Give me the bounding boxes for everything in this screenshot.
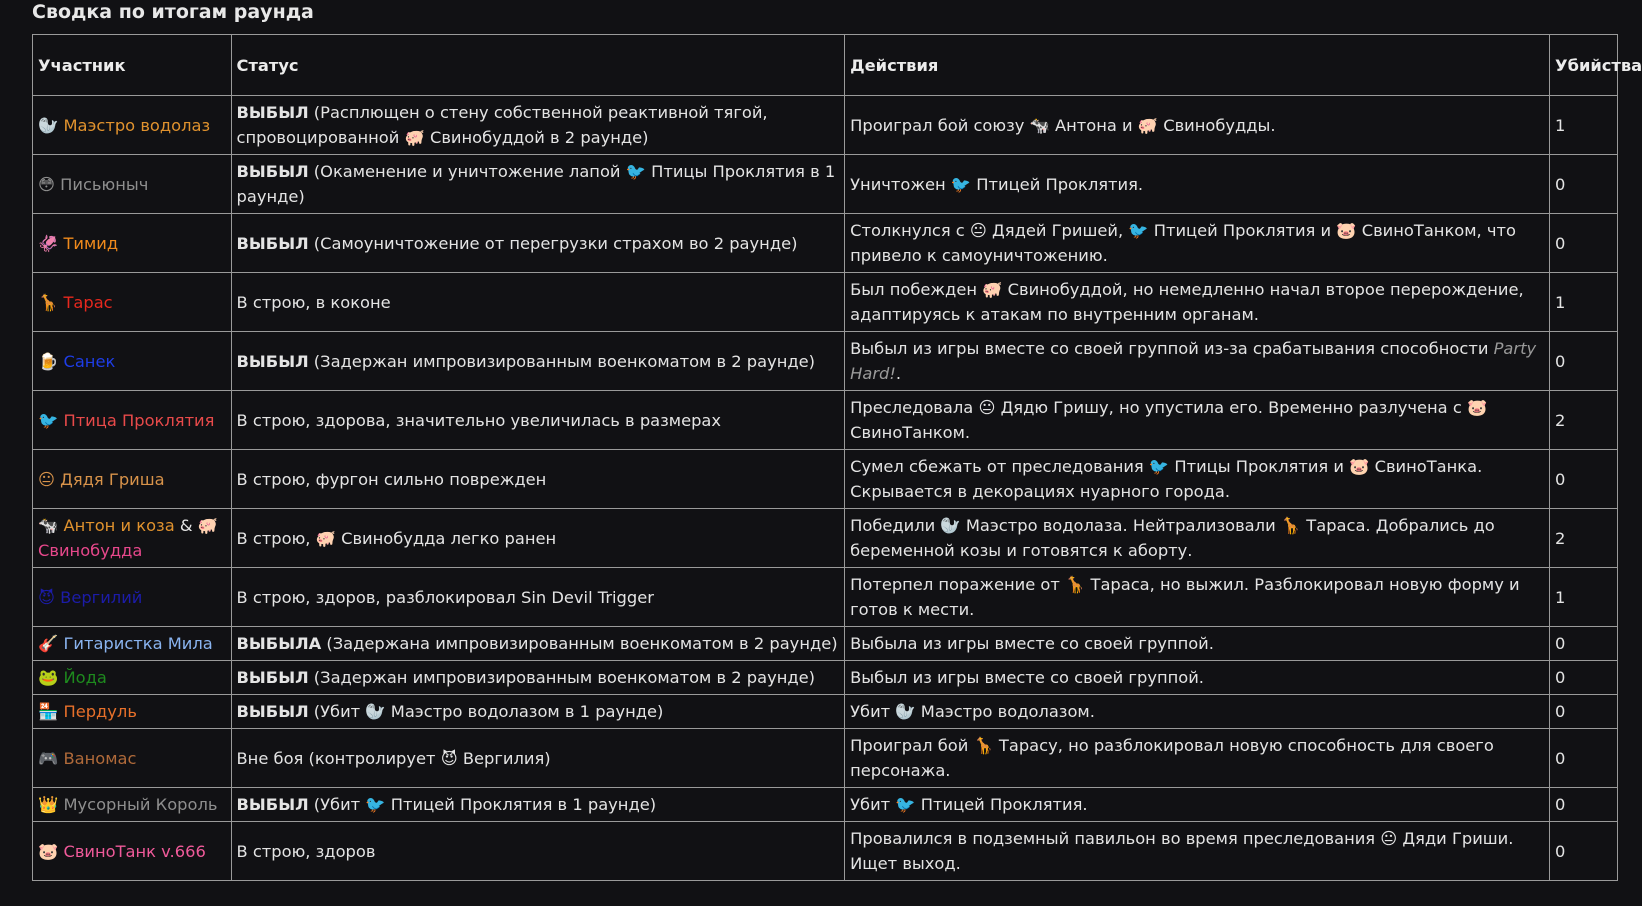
actions-cell xyxy=(845,214,1550,273)
participant-name: 🏪 Пердуль xyxy=(38,702,137,721)
actions-text: Был побежден 🐖 Свинобуддой, но немедленно начал второе перерождение, адаптируясь к атакам по внутренним органам. xyxy=(850,280,1524,324)
actions-cell xyxy=(845,695,1550,729)
participant-name: 😐 Дядя Гриша xyxy=(38,469,165,489)
actions-cell xyxy=(845,509,1550,568)
status-cell xyxy=(231,568,845,627)
participant-cell xyxy=(33,568,232,627)
page-title: Сводка по итогам раунда xyxy=(32,1,314,23)
actions-text: Убит 🐦 Птицей Проклятия. xyxy=(850,795,1088,814)
table-row xyxy=(33,450,1618,509)
actions-text: Провалился в подземный павильон во время преследования 😐 Дяди Гриши. Ищет выход. xyxy=(850,829,1514,873)
participant-name: 🎸 Гитаристка Мила xyxy=(38,634,213,653)
kills-cell: 0 xyxy=(1550,661,1618,695)
status-text: (Задержана импровизированным военкоматом в 2 раунде) xyxy=(321,634,838,653)
actions-cell xyxy=(845,450,1550,509)
kills-cell: 2 xyxy=(1550,509,1618,568)
participant-cell xyxy=(33,695,232,729)
table-row xyxy=(33,509,1618,568)
status-cell xyxy=(231,661,845,695)
scrollbar-corner xyxy=(1621,892,1635,906)
status-badge: ВЫБЫЛ xyxy=(236,795,309,814)
status-text: (Убит 🐦 Птицей Проклятия в 1 раунде) xyxy=(308,795,657,814)
header-status: Статус xyxy=(231,35,845,96)
status-text: В строю, 🐖 Свинобудда легко ранен xyxy=(236,528,557,548)
table-row xyxy=(33,661,1618,695)
ability-name: Party Hard! xyxy=(850,339,1537,383)
table-row xyxy=(33,627,1618,661)
status-text: В строю, здорова, значительно увеличилась в размерах xyxy=(236,410,722,430)
actions-cell xyxy=(845,332,1550,391)
participant-name-secondary: 🐖 Свинобудда xyxy=(38,516,219,560)
status-text: (Самоуничтожение от перегрузки страхом во 2 раунде) xyxy=(308,233,798,253)
actions-text: Уничтожен 🐦 Птицей Проклятия. xyxy=(850,174,1144,194)
actions-cell xyxy=(845,661,1550,695)
table-row xyxy=(33,695,1618,729)
actions-text: Проиграл бой союзу 🐄 Антона и 🐖 Свинобудды. xyxy=(850,115,1276,135)
kills-cell: 0 xyxy=(1550,729,1618,788)
actions-text: Выбыл из игры вместе со своей группой из-за срабатывания способности xyxy=(850,339,1494,358)
participant-name: 🎮 Ваномас xyxy=(38,748,137,768)
actions-cell xyxy=(845,96,1550,155)
table-row xyxy=(33,273,1618,332)
actions-text-tail: . xyxy=(895,364,902,383)
participant-cell xyxy=(33,273,232,332)
header-actions: Действия xyxy=(845,35,1550,96)
status-cell xyxy=(231,695,845,729)
status-text: Вне боя (контролирует 😈 Вергилия) xyxy=(236,748,551,768)
kills-cell: 0 xyxy=(1550,788,1618,822)
actions-cell xyxy=(845,155,1550,214)
status-cell xyxy=(231,627,845,661)
participant-ampersand: & xyxy=(174,516,198,535)
header-kills: Убийства xyxy=(1550,35,1618,96)
status-cell xyxy=(231,332,845,391)
kills-cell: 0 xyxy=(1550,627,1618,661)
actions-text: Проиграл бой 🦒 Тарасу, но разблокировал новую способность для своего персонажа. xyxy=(850,736,1494,780)
participant-cell xyxy=(33,450,232,509)
actions-text: Сумел сбежать от преследования 🐦 Птицы Проклятия и 🐷 СвиноТанка. Скрывается в декорациях нуарного города. xyxy=(850,457,1483,501)
kills-cell: 0 xyxy=(1550,450,1618,509)
participant-name: 🐄 Антон и коза xyxy=(38,516,175,535)
kills-cell: 1 xyxy=(1550,96,1618,155)
kills-cell: 1 xyxy=(1550,568,1618,627)
status-cell xyxy=(231,214,845,273)
participant-name: 🐦 Птица Проклятия xyxy=(38,410,215,430)
status-text: В строю, здоров xyxy=(236,841,376,861)
table-row xyxy=(33,332,1618,391)
status-badge: ВЫБЫЛ xyxy=(236,668,309,687)
status-badge: ВЫБЫЛ xyxy=(236,162,309,181)
actions-text: Столкнулся с 😐 Дядей Гришей, 🐦 Птицей Проклятия и 🐷 СвиноТанком, что привело к самоуничтожению. xyxy=(850,221,1516,265)
table-row xyxy=(33,788,1618,822)
status-cell xyxy=(231,788,845,822)
status-cell xyxy=(231,155,845,214)
status-text: (Окаменение и уничтожение лапой 🐦 Птицы Проклятия в 1 раунде) xyxy=(236,162,836,206)
status-cell xyxy=(231,450,845,509)
participant-name: 👑 Мусорный Король xyxy=(38,795,218,814)
status-cell xyxy=(231,822,845,881)
kills-cell: 0 xyxy=(1550,214,1618,273)
table-row xyxy=(33,729,1618,788)
table-row xyxy=(33,155,1618,214)
actions-cell xyxy=(845,822,1550,881)
table-row xyxy=(33,96,1618,155)
status-cell xyxy=(231,273,845,332)
status-badge: ВЫБЫЛ xyxy=(236,702,309,721)
status-badge: ВЫБЫЛ xyxy=(236,103,309,122)
participant-cell xyxy=(33,214,232,273)
status-text: (Задержан импровизированным военкоматом в 2 раунде) xyxy=(308,351,816,371)
table-row xyxy=(33,214,1618,273)
kills-cell: 1 xyxy=(1550,273,1618,332)
actions-cell xyxy=(845,729,1550,788)
actions-text: Выбыла из игры вместе со своей группой. xyxy=(850,634,1214,653)
actions-text: Потерпел поражение от 🦒 Тараса, но выжил. Разблокировал новую форму и готов к мести. xyxy=(850,575,1520,619)
status-cell xyxy=(231,96,845,155)
actions-text: Победили 🦭 Маэстро водолаза. Нейтрализовали 🦒 Тараса. Добрались до беременной козы и готовятся к аборту. xyxy=(850,516,1495,560)
actions-text: Преследовала 😐 Дядю Гришу, но упустила его. Временно разлучена с 🐷 СвиноТанком. xyxy=(850,398,1488,442)
status-text: (Расплющен о стену собственной реактивной тягой, спровоцированной 🐖 Свинобуддой в 2 раунде) xyxy=(236,103,768,147)
participant-name: 🍺 Санек xyxy=(38,351,116,371)
actions-cell xyxy=(845,627,1550,661)
participant-name: 😳 Письюныч xyxy=(38,174,149,194)
table-row xyxy=(33,391,1618,450)
table-body xyxy=(33,96,1618,881)
status-text: (Задержан импровизированным военкоматом в 2 раунде) xyxy=(308,668,816,687)
participant-cell xyxy=(33,96,232,155)
participant-name: 🦒 Тарас xyxy=(38,292,113,312)
kills-cell: 0 xyxy=(1550,155,1618,214)
participant-name: 🐸 Йода xyxy=(38,668,107,687)
participant-name: 🦭 Маэстро водолаз xyxy=(38,115,211,135)
participant-cell xyxy=(33,509,232,568)
participant-cell xyxy=(33,391,232,450)
actions-cell xyxy=(845,568,1550,627)
actions-cell xyxy=(845,273,1550,332)
status-text: В строю, в коконе xyxy=(236,292,391,312)
participant-cell xyxy=(33,332,232,391)
status-badge: ВЫБЫЛ xyxy=(236,233,309,253)
header-participant: Участник xyxy=(33,35,232,96)
actions-cell xyxy=(845,391,1550,450)
participant-name: 😈 Вергилий xyxy=(38,587,143,607)
kills-cell: 2 xyxy=(1550,391,1618,450)
kills-cell: 0 xyxy=(1550,695,1618,729)
kills-cell: 0 xyxy=(1550,822,1618,881)
actions-cell xyxy=(845,788,1550,822)
participant-cell xyxy=(33,155,232,214)
participant-cell xyxy=(33,627,232,661)
status-badge: ВЫБЫЛА xyxy=(236,634,322,653)
table-header-row xyxy=(33,35,1618,96)
status-cell xyxy=(231,509,845,568)
table-row xyxy=(33,568,1618,627)
status-text: (Убит 🦭 Маэстро водолазом в 1 раунде) xyxy=(308,702,664,721)
status-text: В строю, фургон сильно поврежден xyxy=(236,469,547,489)
round-summary-table xyxy=(32,34,1642,881)
status-badge: ВЫБЫЛ xyxy=(236,351,309,371)
participant-cell xyxy=(33,788,232,822)
status-cell xyxy=(231,729,845,788)
actions-text: Выбыл из игры вместе со своей группой. xyxy=(850,668,1204,687)
kills-cell: 0 xyxy=(1550,332,1618,391)
status-text: В строю, здоров, разблокировал Sin Devil Trigger xyxy=(236,587,654,607)
status-cell xyxy=(231,391,845,450)
table-row xyxy=(33,822,1618,881)
actions-text: Убит 🦭 Маэстро водолазом. xyxy=(850,702,1095,721)
participant-cell xyxy=(33,729,232,788)
participant-name: 🦑 Тимид xyxy=(38,233,119,253)
participant-name: 🐷 СвиноТанк v.666 xyxy=(38,841,206,861)
participant-cell xyxy=(33,822,232,881)
participant-cell xyxy=(33,661,232,695)
